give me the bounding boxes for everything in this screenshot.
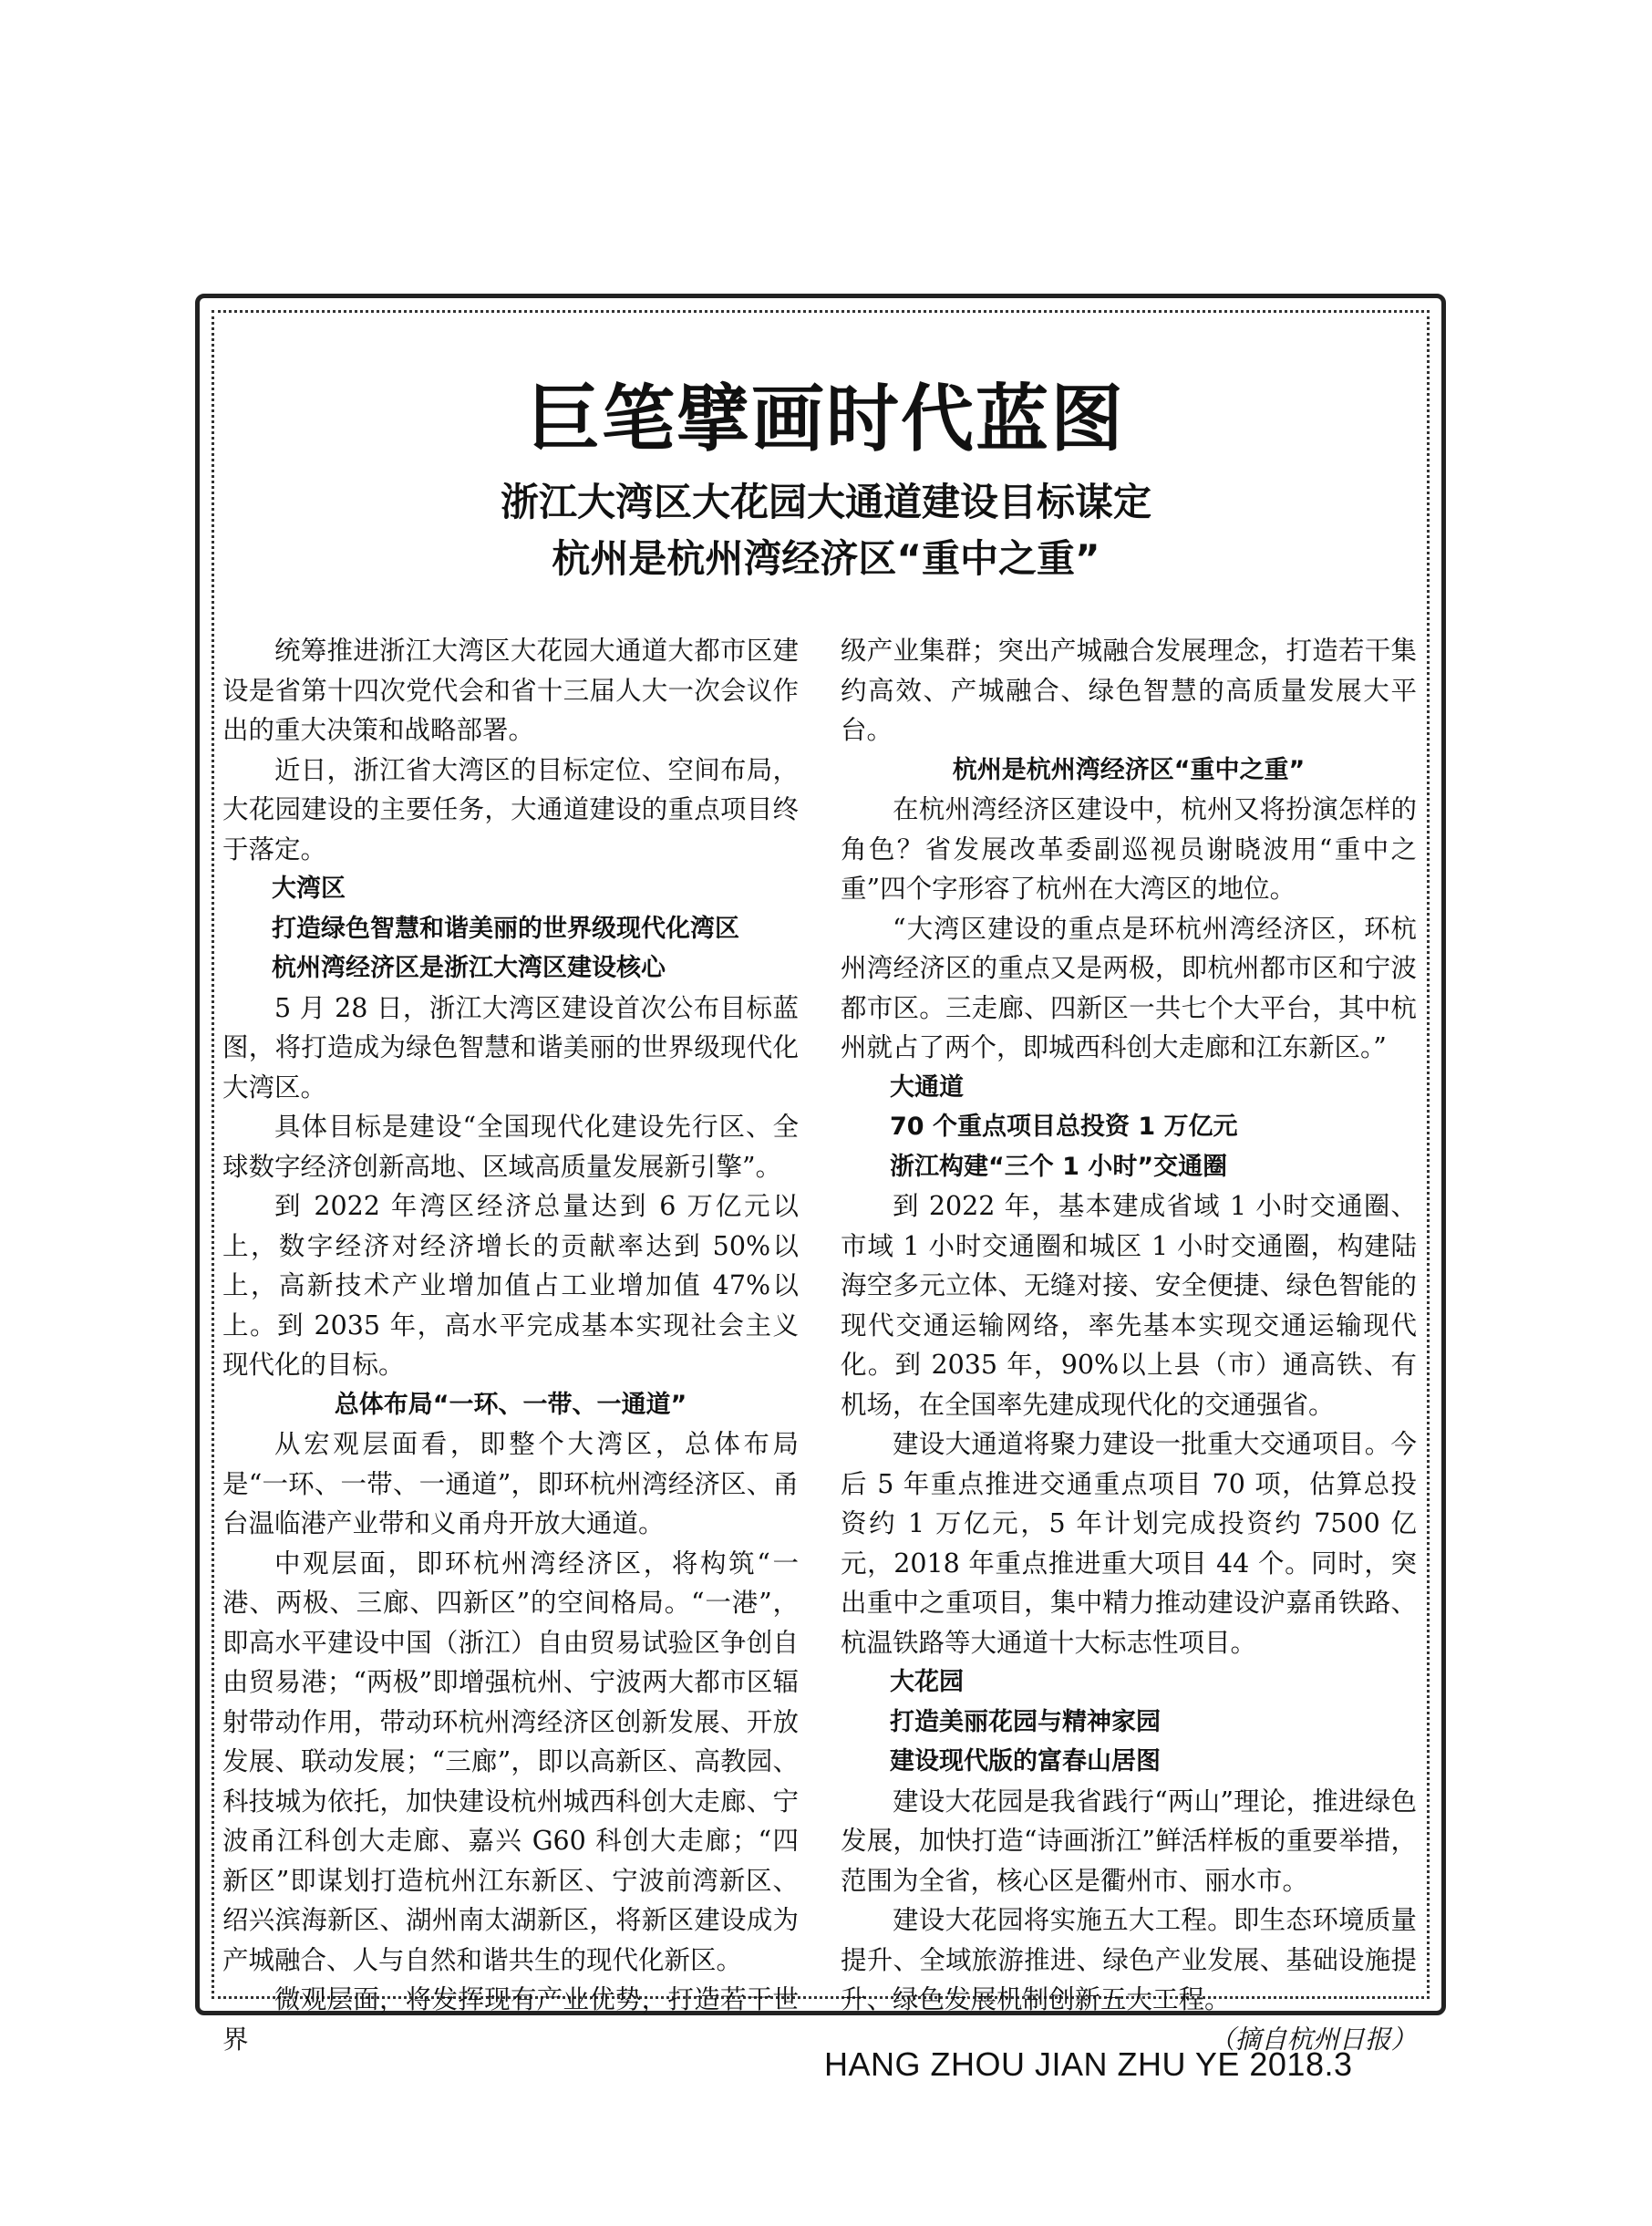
paragraph: 建设大花园是我省践行“两山”理论，推进绿色发展，加快打造“诗画浙江”鲜活样板的重要举措，范围为全省，核心区是衢州市、丽水市。 (841, 1786, 1417, 1896)
paragraph: 在杭州湾经济区建设中，杭州又将扮演怎样的角色？省发展改革委副巡视员谢晓波用“重中之重”四个字形容了杭州在大湾区的地位。 (841, 794, 1417, 904)
section-subheading: 总体布局“一环、一带、一通道” (334, 1390, 687, 1419)
section-subheading: 打造绿色智慧和谐美丽的世界级现代化湾区 (272, 914, 739, 943)
paragraph: 具体目标是建设“全国现代化建设先行区、全球数字经济创新高地、区域高质量发展新引擎”。 (222, 1112, 799, 1182)
right-column (841, 631, 1417, 2055)
left-column (222, 631, 799, 2055)
section-heading: 大花园 (890, 1668, 964, 1696)
paragraph (841, 1900, 1417, 2055)
journal-footer: HANG ZHOU JIAN ZHU YE 2018.3 (824, 2045, 1353, 2083)
section-subheading: 杭州湾经济区是浙江大湾区建设核心 (272, 954, 666, 982)
paragraph: 从宏观层面看，即整个大湾区，总体布局是“一环、一带、一通道”，即环杭州湾经济区、甬台温临港产业带和义甬舟开放大通道。 (222, 1429, 799, 1538)
section-subheading: 打造美丽花园与精神家园 (890, 1707, 1161, 1736)
paragraph: 到 2022 年湾区经济总量达到 6 万亿元以上，数字经济对经济增长的贡献率达到 50%以上，高新技术产业增加值占工业增加值 47%以上。到 2035 年，高水平完成基本实现社会主义现代化的目标。 (222, 1191, 799, 1380)
paragraph: “大湾区建设的重点是环杭州湾经济区，环杭州湾经济区的重点又是两极，即杭州都市区和宁波都市区。三走廊、四新区一共七个大平台，其中杭州就占了两个，即城西科创大走廊和江东新区。” (841, 913, 1417, 1062)
article-title: 巨笔擘画时代蓝图 (527, 376, 1125, 461)
paragraph: 建设大通道将聚力建设一批重大交通项目。今后 5 年重点推进交通重点项目 70 项，估算总投资约 1 万亿元，5 年计划完成投资约 7500 亿元，2018 年重点推进重大项目 44 个。同时，突出重中之重项目，集中精力推动建设沪嘉甬铁路、杭温铁路等大通道十大标志性项目。 (841, 1429, 1417, 1658)
paragraph: 到 2022 年，基本建成省域 1 小时交通圈、市域 1 小时交通圈和城区 1 小时交通圈，构建陆海空多元立体、无缝对接、安全便捷、绿色智能的现代交通运输网络，率先基本实现交通运输现代化。到 2035 年，90%以上县（市）通高铁、有机场，在全国率先建成现代化的交通强省。 (841, 1191, 1417, 1420)
section-subheading: 杭州是杭州湾经济区“重中之重” (952, 755, 1306, 784)
section-subheading: 建设现代版的富春山居图 (890, 1747, 1161, 1776)
source-note: （摘自杭州日报） (1208, 2024, 1417, 2055)
article-subtitle-2: 杭州是杭州湾经济区“重中之重” (552, 536, 1100, 581)
paragraph: 微观层面，将发挥现有产业优势，打造若干世界 (222, 1984, 799, 2055)
paragraph: 5 月 28 日，浙江大湾区建设首次公布目标蓝图，将打造成为绿色智慧和谐美丽的世界级现代化大湾区。 (222, 992, 799, 1103)
section-heading: 大通道 (890, 1072, 964, 1102)
paragraph-text: 建设大花园将实施五大工程。即生态环境质量提升、全域旅游推进、绿色产业发展、基础设施提升、绿色发展机制创新五大工程。 (841, 1905, 1417, 2014)
section-subheading: 浙江构建“三个 1 小时”交通圈 (890, 1152, 1228, 1181)
section-subheading: 70 个重点项目总投资 1 万亿元 (890, 1113, 1238, 1141)
article-subtitle-1: 浙江大湾区大花园大通道建设目标谋定 (500, 480, 1151, 524)
paragraph: 统筹推进浙江大湾区大花园大通道大都市区建设是省第十四次党代会和省十三届人大一次会议作出的重大决策和战略部署。 (222, 636, 799, 745)
paragraph: 级产业集群；突出产城融合发展理念，打造若干集约高效、产城融合、绿色智慧的高质量发展大平台。 (841, 636, 1417, 745)
paragraph: 中观层面，即环杭州湾经济区，将构筑“一港、两极、三廊、四新区”的空间格局。“一港”，即高水平建设中国（浙江）自由贸易试验区争创自由贸易港；“两极”即增强杭州、宁波两大都市区辐射带动作用，带动环杭州湾经济区创新发展、开放发展、联动发展；“三廊”，即以高新区、高教园、科技城为依托，加快建设杭州城西科创大走廊、宁波甬江科创大走廊、嘉兴 G60 科创大走廊；“四新区”即谋划打造杭州江东新区、宁波前湾新区、绍兴滨海新区、湖州南太湖新区，将新区建设成为产城融合、人与自然和谐共生的现代化新区。 (222, 1548, 799, 1975)
paragraph: 近日，浙江省大湾区的目标定位、空间布局，大花园建设的主要任务，大通道建设的重点项目终于落定。 (222, 754, 799, 865)
section-heading: 大湾区 (272, 875, 346, 903)
